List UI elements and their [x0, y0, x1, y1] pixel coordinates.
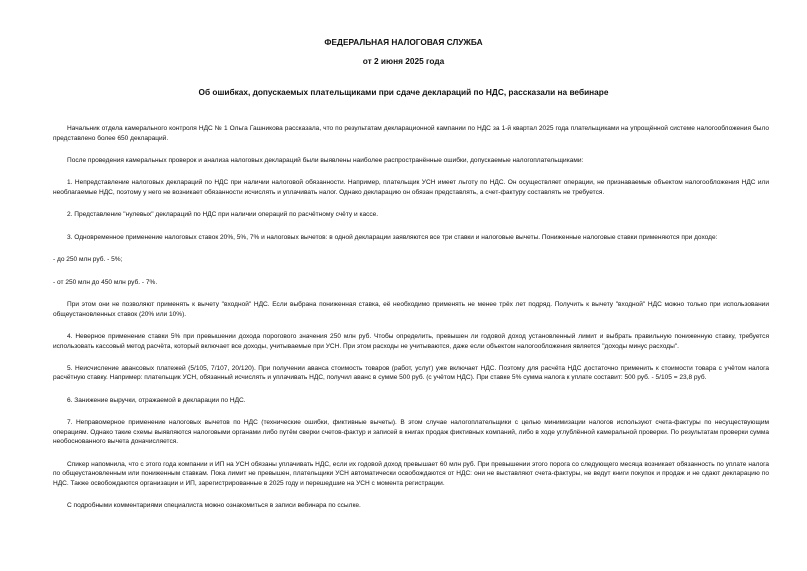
error-item-2: 2. Представление "нулевых" деклараций по НДС при наличии операций по расчётному счёту и кассе.	[67, 211, 379, 219]
error-item-5: 5. Неисчисление авансовых платежей (5/105, 7/107, 20/120). При получении аванса стоимость товаров (работ, услуг) уже включает НДС. Поэтому для расчёта НДС достаточно применить к стоимости товара с учётом налога расчётную ставку. Например: плательщик УСН, обязанный исчислять и уплачивать НДС, получил аванс в сумме 500 руб. (с учётом НДС). При ставке 5% сумма налога к уплате составит: 500 руб. - 5/105 = 23,8 руб.	[53, 364, 769, 382]
error-item-3: 3. Одновременное применение налоговых ставок 20%, 5%, 7% и налоговых вычетов: в одной декларации заявляются все три ставки и налоговые вычеты. Пониженные налоговые ставки применяются при доходе:	[67, 233, 718, 241]
agency-name: ФЕДЕРАЛЬНАЯ НАЛОГОВАЯ СЛУЖБА	[324, 37, 483, 47]
error-item-7: 7. Неправомерное применение налоговых вычетов по НДС (технические ошибки, фиктивные вычеты). В этом случае налогоплательщики с целью минимизации налогов используют счета-фактуры по несуществующим операциям. Однако такие схемы выявляются налоговыми органами либо путём сверки счетов-фактур и записей в книгах продаж фиктивных компаний, либо в ходе углублённой камеральной проверки. По результатам проверки сумма необоснованного вычета доначисляется.	[53, 419, 769, 446]
rates-note-paragraph: При этом они не позволяют применять к вычету "входной" НДС. Если выбрана пониженная ставка, её необходимо применять не менее трёх лет подряд. Получить к вычету "входной" НДС можно только при использовании общеустановленных ставок (20% или 10%).	[53, 300, 769, 318]
article-body	[53, 124, 769, 524]
publication-date: от 2 июня 2025 года	[362, 56, 445, 66]
error-item-1: 1. Непредставление налоговых деклараций по НДС при наличии налоговой обязанности. Например, плательщик УСН имеет льготу по НДС. Он осуществляет операции, не признаваемые объектом налогообложения НДС или необлагаемые НДС, поэтому у него не возникает обязанности исчислять и уплачивать налог. Однако декларацию он обязан представлять, а счет-фактуру составлять не требуется.	[53, 179, 769, 196]
errors-lead-paragraph: После проведения камеральных проверок и анализа налоговых деклараций были выявлены наиболее распространённые ошибки, допускаемые налогоплательщиками:	[67, 156, 584, 164]
article-headline: Об ошибках, допускаемых плательщиками при сдаче деклараций по НДС, рассказали на вебинаре	[198, 87, 609, 97]
reminder-paragraph: Спикер напомнила, что с этого года компании и ИП на УСН обязаны уплачивать НДС, если их годовой доход превышает 60 млн руб. При превышении этого порога со следующего месяца возникает обязанность по уплате налога по общеустановленным или пониженным ставкам. Пока лимит не превышен, плательщики УСН автоматически освобождаются от НДС: они не выставляют счета-фактуры, не ведут книги покупок и продаж и не сдают декларацию по НДС. Также освобождаются организации и ИП, зарегистрированные в 2025 году и перешедшие на УСН с момента регистрации.	[53, 460, 769, 488]
error-item-6: 6. Занижение выручки, отражаемой в декларации по НДС.	[67, 396, 246, 404]
webinar-link-paragraph: С подробными комментариями специалиста можно ознакомиться в записи вебинара по ссылке.	[67, 502, 361, 510]
rate-bullet-5-percent: - до 250 млн руб. - 5%;	[53, 256, 123, 264]
rate-bullet-7-percent: - от 250 млн до 450 млн руб. - 7%.	[53, 278, 158, 286]
intro-paragraph: Начальник отдела камерального контроля НДС № 1 Ольга Гашникова рассказала, что по результатам декларационной кампании по НДС за 1-й квартал 2025 года плательщиками на упрощённой системе налогообложения было представлено более 650 деклараций.	[53, 125, 769, 142]
error-item-4: 4. Неверное применение ставки 5% при превышении дохода порогового значения 250 млн руб. Чтобы определить, превышен ли годовой доход установленный лимит и выбрать правильную пониженную ставку, требуется использовать кассовый метод расчёта, который включает все доходы, учитываемые при УСН. При этом расходы не учитываются, даже если объектом налогообложения является "доходы минус расходы".	[53, 332, 769, 350]
